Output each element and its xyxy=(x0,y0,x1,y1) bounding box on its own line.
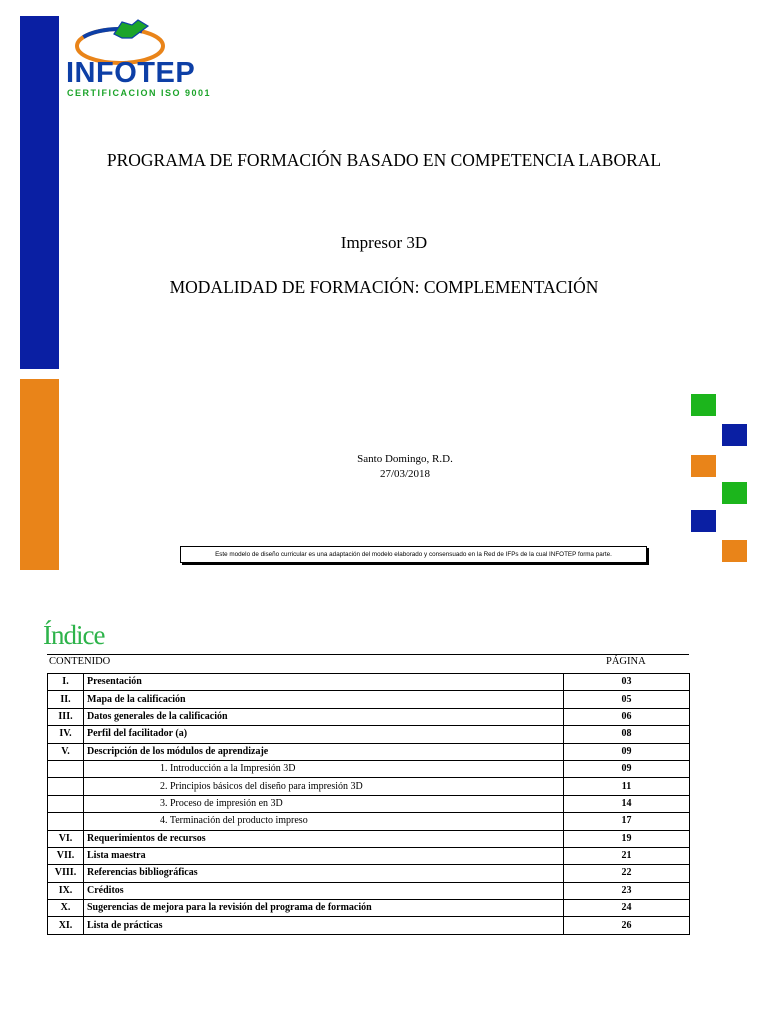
index-row xyxy=(48,674,690,691)
index-row xyxy=(48,760,690,777)
index-row xyxy=(48,726,690,743)
place-date-block xyxy=(0,452,768,482)
index-row-page: 22 xyxy=(564,865,690,882)
index-row-page: 09 xyxy=(564,743,690,760)
index-row xyxy=(48,708,690,725)
index-col-content: CONTENIDO xyxy=(49,656,111,667)
subject-title: Impresor 3D xyxy=(340,233,428,252)
index-row xyxy=(48,882,690,899)
adaptation-note: Este modelo de diseño curricular es una adaptación del modelo elaborado y consensuado en la Red de IFPs de la cual INFOTEP forma parte. xyxy=(180,546,647,563)
index-row-title: Créditos xyxy=(84,882,564,899)
index-row-page: 09 xyxy=(564,760,690,777)
blue-side-bar xyxy=(20,16,59,369)
index-row-number: VII. xyxy=(48,847,84,864)
index-row-page: 24 xyxy=(564,900,690,917)
index-row-number: IV. xyxy=(48,726,84,743)
index-row-number: II. xyxy=(48,691,84,708)
index-row-page: 14 xyxy=(564,795,690,812)
index-row-page: 26 xyxy=(564,917,690,934)
index-row-title: Lista maestra xyxy=(84,847,564,864)
index-row xyxy=(48,847,690,864)
index-row-title: Lista de prácticas xyxy=(84,917,564,934)
index-row-number: IX. xyxy=(48,882,84,899)
index-row-number: V. xyxy=(48,743,84,760)
modality-title: MODALIDAD DE FORMACIÓN: COMPLEMENTACIÓN xyxy=(169,277,599,297)
index-row xyxy=(48,691,690,708)
logo-certification: CERTIFICACION ISO 9001 xyxy=(67,88,212,98)
index-row-number: I. xyxy=(48,674,84,691)
index-row-title: Descripción de los módulos de aprendizaje xyxy=(84,743,564,760)
green-square-decoration xyxy=(691,394,716,416)
index-row-number: X. xyxy=(48,900,84,917)
index-row-page: 23 xyxy=(564,882,690,899)
index-row xyxy=(48,900,690,917)
index-row-number: VIII. xyxy=(48,865,84,882)
index-row xyxy=(48,795,690,812)
logo-wordmark: INFOTEP xyxy=(66,57,196,89)
index-heading: Índice xyxy=(43,620,105,650)
index-row xyxy=(48,778,690,795)
blue-square-decoration xyxy=(722,424,747,446)
index-row-title: Requerimientos de recursos xyxy=(84,830,564,847)
blue-square-decoration xyxy=(691,510,716,532)
green-square-decoration xyxy=(722,482,747,504)
index-row-page: 08 xyxy=(564,726,690,743)
index-row-number: III. xyxy=(48,708,84,725)
index-row-page: 19 xyxy=(564,830,690,847)
index-row-title: Referencias bibliográficas xyxy=(84,865,564,882)
index-row-title: 4. Terminación del producto impreso xyxy=(84,813,564,830)
index-col-page: PÁGINA xyxy=(606,656,646,667)
index-row-title: Datos generales de la calificación xyxy=(84,708,564,725)
index-row-number: XI. xyxy=(48,917,84,934)
index-row xyxy=(48,813,690,830)
index-row-number xyxy=(48,813,84,830)
place-city: Santo Domingo, R.D. xyxy=(357,453,453,465)
index-row-title: 2. Principios básicos del diseño para impresión 3D xyxy=(84,778,564,795)
index-row-number xyxy=(48,795,84,812)
index-row-title: Mapa de la calificación xyxy=(84,691,564,708)
index-row xyxy=(48,743,690,760)
index-row-page: 03 xyxy=(564,674,690,691)
index-row xyxy=(48,917,690,934)
index-row xyxy=(48,865,690,882)
index-row xyxy=(48,830,690,847)
index-row-number xyxy=(48,778,84,795)
index-table xyxy=(47,673,690,935)
index-row-page: 21 xyxy=(564,847,690,864)
document-date: 27/03/2018 xyxy=(379,468,431,480)
index-divider xyxy=(47,654,689,655)
index-row-page: 11 xyxy=(564,778,690,795)
index-row-number xyxy=(48,760,84,777)
index-row-page: 17 xyxy=(564,813,690,830)
index-row-title: 1. Introducción a la Impresión 3D xyxy=(84,760,564,777)
orange-square-decoration xyxy=(722,540,747,562)
index-row-number: VI. xyxy=(48,830,84,847)
index-row-page: 05 xyxy=(564,691,690,708)
index-row-page: 06 xyxy=(564,708,690,725)
program-title: PROGRAMA DE FORMACIÓN BASADO EN COMPETENCIA LABORAL xyxy=(106,150,662,170)
index-row-title: Presentación xyxy=(84,674,564,691)
index-row-title: 3. Proceso de impresión en 3D xyxy=(84,795,564,812)
index-row-title: Perfil del facilitador (a) xyxy=(84,726,564,743)
index-row-title: Sugerencias de mejora para la revisión del programa de formación xyxy=(84,900,564,917)
orange-square-decoration xyxy=(691,455,716,477)
